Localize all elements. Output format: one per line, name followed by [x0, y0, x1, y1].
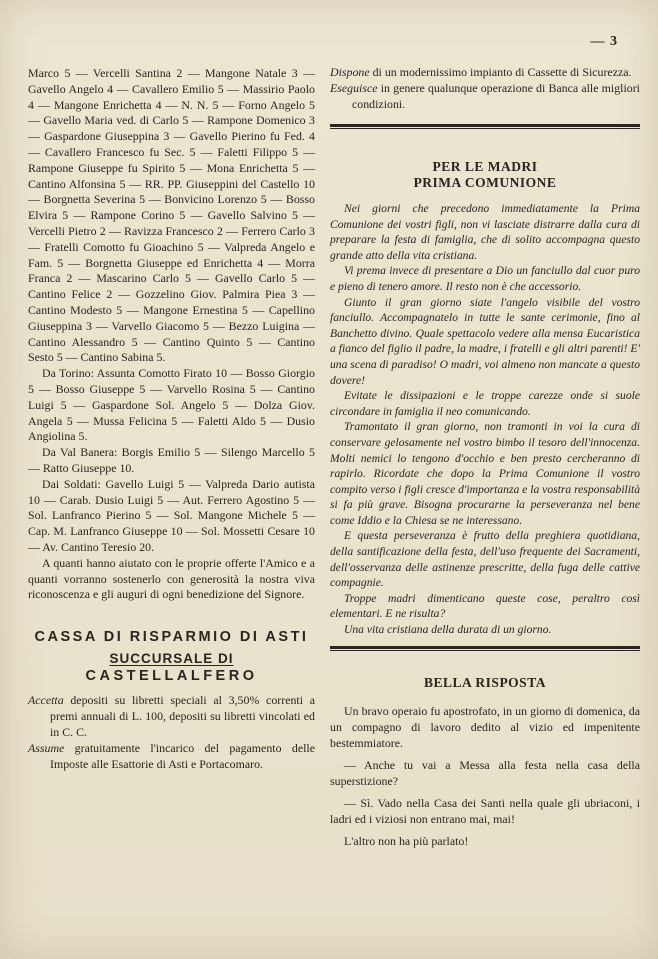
bank-service-lead: Eseguisce: [330, 81, 378, 95]
article-risposta: [330, 675, 640, 849]
article-paragraph: — Sì. Vado nella Casa dei Santi nella quale gli ubriaconi, i ladri ed i viziosi non entrano mai, mai!: [330, 795, 640, 826]
article-paragraph: — Anche tu vai a Messa alla festa nella casa della superstizione?: [330, 757, 640, 788]
bank-service-lead: Assume: [28, 741, 65, 756]
page-number: — 3: [590, 34, 618, 49]
bank-service-item: [28, 692, 315, 740]
bank-title: CASSA DI RISPARMIO DI ASTI: [34, 629, 309, 646]
left-column: [28, 66, 315, 772]
article-title: PER LE MADRI: [432, 159, 538, 174]
bank-service-text: depositi su libretti speciali al 3,50% correnti a premi annuali di L. 100, depositi su libretti vincolati ed in C. C.: [50, 693, 315, 740]
article-paragraph: Vi prema invece di presentare a Dio un fanciullo dal cuor puro e pieno di tenero amore. Il resto non è che accessorio.: [330, 264, 640, 293]
article-paragraph: Giunto il gran giorno siate l'angelo visibile del vostro fanciullo. Accompagnatelo in tutte le sante cerimonie, fino al Banchetto divino. Quale spettacolo vedere alla mensa Eucaristica a fianco del figlio il padre, la madre, i fratelli e gli altri parenti! E' una scena di paradiso! O madri, voi almeno non mancate a questo dovere!: [330, 295, 640, 387]
bank-service-text: gratuitamente l'incarico del pagamento delle Imposte alle Esattorie di Asti e Portacomaro.: [50, 741, 315, 772]
article-paragraph: L'altro non ha più parlato!: [344, 833, 469, 848]
article-paragraph: Evitate le dissipazioni e le troppe carezze onde si suole circondare in famiglia il neo comunicando.: [330, 389, 640, 418]
article-paragraph: E questa perseveranza è frutto della preghiera quotidiana, della santificazione della festa, dell'uso frequente dei Sacramenti, dell'osservanza delle astinenze prescritte, della fuga delle cattive compagnie.: [330, 529, 640, 590]
article-paragraph: Un bravo operaio fu apostrofato, in un giorno di domenica, da un compagno di lavoro dedito al vizio ed impenitente bestemmiatore.: [330, 703, 640, 750]
bank-service-lead: Dispone: [330, 65, 370, 79]
article-madri: [330, 159, 640, 638]
bank-branch: CASTELLALFERO: [85, 668, 258, 685]
section-divider: [330, 646, 640, 651]
article-paragraph: Troppe madri dimenticano queste cose, peraltro così elementari. E ne risulta?: [330, 591, 640, 621]
section-divider: [330, 124, 640, 129]
donations-list: Marco 5 — Vercelli Santina 2 — Mangone Natale 3 — Gavello Angelo 4 — Cavallero Emilio 5 — Massirio Paolo 4 — Mangone Enrichetta 4 — N. N. 5 — Forno Angelo 5 — Gavello Maria ved. di Carlo 5 — Rampone Domenico 3 — Gaspardone Giuseppina 3 — Gavello Pierino fu Fed. 4 — Cavallero Francesco fu Sec. 5 — Faletti Filippo 5 — Rampone Giuseppe fu Spirito 5 — Mona Enrichetta 5 — Cantino Alfonsina 5 — RR. PP. Giuseppini del Castello 10 — Borgnetta Severina 5 — Bonvicino Lorenzo 5 — Bosso Elvira 5 — Rampone Corino 5 — Gavello Salvino 5 — Vercelli Pietro 2 — Ravizza Francesco 2 — Ferrero Carlo 3 — Fratelli Comotto fu Gioachino 5 — Valpreda Angelo e Fam. 5 — Borgnetta Giuseppe ed Enrichetta 4 — Morra Franca 2 — Mascarino Carlo 5 — Gavello Carlo 5 — Cantino Felice 2 — Gozzelino Giov. Palmira Piea 3 — Cantino Modesto 5 — Mangone Ernestina 5 — Capellino Giuseppina 3 — Varvello Giacomo 5 — Bezzo Luigina — Cantino Alessandro 5 — Cantino Quinto 5 — Cantino Sesto 5 — Cantino Sabina 5.: [28, 66, 315, 365]
donations-val-banera: Da Val Banera: Borgis Emilio 5 — Silengo Marcello 5 — Ratto Giuseppe 10.: [28, 445, 315, 475]
bank-service-item: [330, 64, 640, 80]
donations-soldati: Dai Soldati: Gavello Luigi 5 — Valpreda Dario autista 10 — Carab. Dusio Luigi 5 — Aut. Ferrero Agostino 5 — Sol. Lanfranco Pierino 5 — Sol. Mangone Michele 5 — Cap. M. Lanfranco Giuseppe 10 — Sol. Mossetti Cesare 10 — Av. Cantino Teresio 20.: [28, 476, 315, 554]
bank-advertisement: [28, 629, 315, 772]
bank-service-lead: Accetta: [28, 693, 64, 708]
right-column: [330, 66, 640, 849]
article-paragraph: Una vita cristiana della durata di un giorno.: [344, 623, 552, 637]
bank-service-text: in genere qualunque operazione di Banca alle migliori condizioni.: [352, 81, 640, 111]
bank-service-text: di un modernissimo impianto di Cassette di Sicurezza.: [369, 65, 632, 79]
bank-service-item: [28, 740, 315, 772]
bank-service-item: [330, 80, 640, 112]
bank-advertisement-continued: [330, 64, 640, 112]
article-paragraph: Tramontato il gran giorno, non tramonti in voi la cura di conservare gelosamente nel vostro bimbo il tesoro dell'innocenza. Molti nemici lo tengono d'occhio e ben presto cercheranno di rapirlo. Ricordate che dopo la Prima Comunione il vostro compito verso i figli cresce d'importanza e la vostra responsabilità si fa più grave. Bisogna procurarne la perseveranza nel bene come Iddio e la Chiesa se ne interessano.: [330, 420, 640, 527]
article-title: PRIMA COMUNIONE: [413, 175, 557, 190]
article-title: BELLA RISPOSTA: [424, 674, 546, 690]
article-paragraph: Nei giorni che precedono immediatamente la Prima Comunione dei vostri figli, non vi lasciate distrarre dalla cura di preparare la festa di famiglia, che di solito accompagna questo grande atto della vita cristiana.: [330, 202, 640, 262]
donations-torino: Da Torino: Assunta Comotto Firato 10 — Bosso Giorgio 5 — Bosso Giuseppe 5 — Varvello Rosina 5 — Cantino Luigi 5 — Gaspardone Sol. Angelo 5 — Dolza Giov. Angela 5 — Mussa Felicina 5 — Faletti Aldo 5 — Dusio Angiolina 5.: [28, 366, 315, 444]
thanks-paragraph: A quanti hanno aiutato con le proprie offerte l'Amico e a quanti vorranno sostenerlo con generosità la nostra viva riconoscenza e gli auguri di ogni benedizione del Signore.: [28, 555, 315, 602]
bank-subtitle: SUCCURSALE DI: [109, 651, 234, 667]
